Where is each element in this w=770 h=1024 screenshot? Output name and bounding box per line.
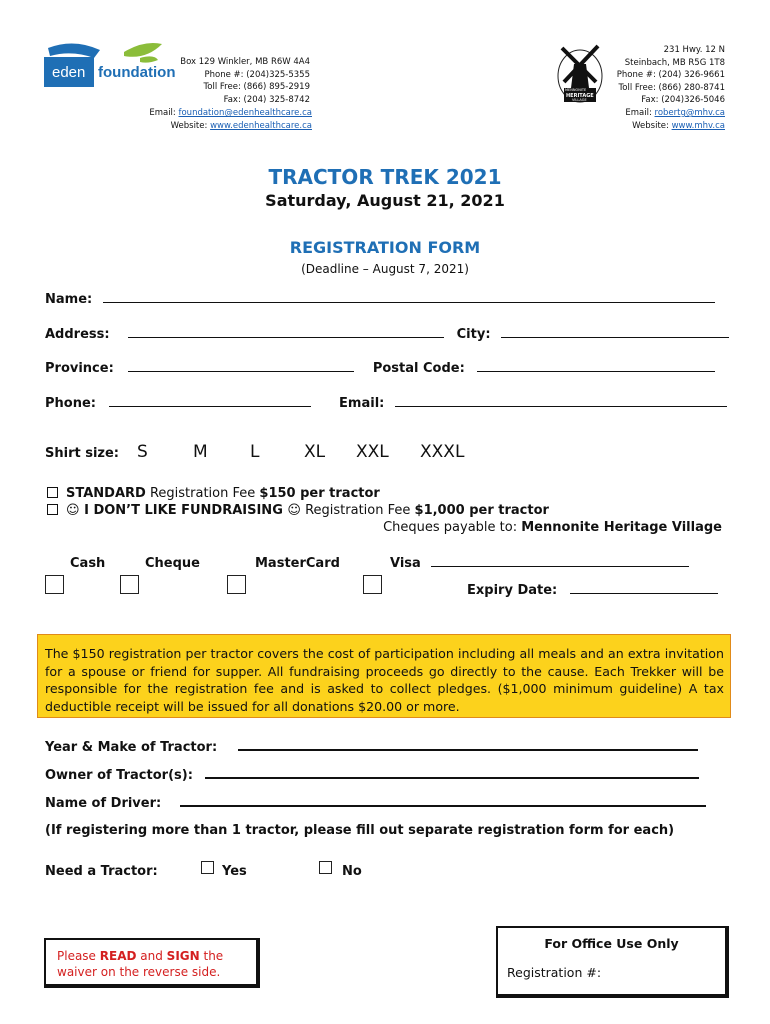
visa-number-line[interactable] <box>431 565 689 567</box>
address-label: Address: <box>45 327 110 342</box>
right-website-label: Website: <box>632 120 669 131</box>
nofundraising-fee-text: Registration Fee <box>305 503 411 518</box>
postal-code-input-line[interactable] <box>477 370 715 372</box>
name-label: Name: <box>45 292 93 307</box>
cheques-payee: Mennonite Heritage Village <box>521 520 722 535</box>
logo-caption-1: MENNONITE <box>565 88 587 92</box>
driver-label: Name of Driver: <box>45 796 162 811</box>
registration-notice-box <box>37 634 731 718</box>
shirt-size-l[interactable]: L <box>250 442 260 462</box>
need-tractor-label: Need a Tractor: <box>45 864 158 879</box>
office-use-box <box>496 926 729 998</box>
registration-number-label: Registration #: <box>507 965 602 980</box>
right-email-label: Email: <box>625 107 652 118</box>
shirt-size-s[interactable]: S <box>137 442 148 462</box>
shirt-size-xxxl[interactable]: XXXL <box>420 442 465 462</box>
need-tractor-no-checkbox[interactable] <box>319 861 332 874</box>
province-label: Province: <box>45 361 114 376</box>
standard-fee-label: STANDARD <box>66 486 146 501</box>
shirt-size-xl[interactable]: XL <box>304 442 326 462</box>
phone-input-line[interactable] <box>109 405 311 407</box>
right-address-block <box>525 44 725 132</box>
email-label: Email: <box>339 396 385 411</box>
left-address-line: Fax: (204) 325-8742 <box>223 94 310 105</box>
driver-input-line[interactable] <box>180 804 706 807</box>
page-title: TRACTOR TREK 2021 <box>268 165 502 189</box>
left-email-link[interactable]: foundation@edenhealthcare.ca <box>178 108 312 118</box>
address-input-line[interactable] <box>128 336 444 338</box>
waiver-text-4: waiver on the reverse side. <box>57 965 221 979</box>
right-address-line: Steinbach, MB R5G 1T8 <box>624 57 725 68</box>
postal-code-label: Postal Code: <box>372 361 465 376</box>
waiver-text-2: and <box>136 949 167 963</box>
standard-fee-checkbox[interactable] <box>47 487 58 498</box>
left-website-link[interactable]: www.edenhealthcare.ca <box>210 120 312 131</box>
cash-label: Cash <box>70 556 106 571</box>
nofundraising-fee-checkbox[interactable] <box>47 504 58 515</box>
shirt-size-m[interactable]: M <box>193 442 208 462</box>
multi-tractor-note: (If registering more than 1 tractor, please fill out separate registration form for each) <box>45 823 675 838</box>
expiry-input-line[interactable] <box>570 592 718 594</box>
owner-label: Owner of Tractor(s): <box>45 768 193 783</box>
visa-checkbox[interactable] <box>363 575 382 594</box>
right-website-link[interactable]: www.mhv.ca <box>671 120 725 131</box>
nofundraising-fee-option[interactable] <box>47 503 549 518</box>
left-address-line: Toll Free: (866) 895-2919 <box>203 82 310 93</box>
left-address-block <box>110 56 310 106</box>
mastercard-checkbox[interactable] <box>227 575 246 594</box>
office-use-title: For Office Use Only <box>544 936 679 951</box>
deadline-text: (Deadline – August 7, 2021) <box>301 262 469 276</box>
province-input-line[interactable] <box>128 370 354 372</box>
name-input-line[interactable] <box>103 301 715 303</box>
mastercard-label: MasterCard <box>255 556 340 571</box>
eden-logo-text: eden <box>52 64 86 81</box>
phone-label: Phone: <box>45 396 96 411</box>
logo-caption-2: HERITAGE <box>566 93 594 99</box>
right-email-link[interactable]: robertg@mhv.ca <box>654 107 725 118</box>
waiver-text-3: the <box>199 949 224 963</box>
owner-input-line[interactable] <box>205 776 699 779</box>
cheques-text: Cheques payable to: <box>383 520 518 535</box>
registration-notice-text: The $150 registration per tractor covers the cost of participation including all meals and an extra invitation for a spouse or friend for supper. All fundraising proceeds go directly to the cause. Each Trekker will be responsible for the registration fee and is asked to collect pledges. ($1,000 minimum guideline) A tax deductible receipt will be issued for all donations $20.00 or more. <box>45 646 724 714</box>
visa-label: Visa <box>390 556 421 571</box>
cash-checkbox[interactable] <box>45 575 64 594</box>
event-date: Saturday, August 21, 2021 <box>265 191 505 210</box>
right-address-line: 231 Hwy. 12 N <box>663 45 725 55</box>
email-input-line[interactable] <box>395 405 727 407</box>
left-address-line: Box 129 Winkler, MB R6W 4A4 <box>180 57 310 67</box>
year-make-input-line[interactable] <box>238 748 698 751</box>
shirt-size-label: Shirt size: <box>45 446 120 461</box>
nofundraising-fee-amount: $1,000 per tractor <box>414 503 549 518</box>
waiver-sign: SIGN <box>166 949 200 963</box>
waiver-text-1: Please <box>57 949 100 963</box>
expiry-label: Expiry Date: <box>467 583 558 598</box>
foundation-logo-text: foundation <box>98 64 176 81</box>
nofundraising-fee-label: ☺ I DON’T LIKE FUNDRAISING ☺ <box>66 503 301 518</box>
year-make-label: Year & Make of Tractor: <box>45 740 218 755</box>
standard-fee-amount: $150 per tractor <box>259 486 380 501</box>
cheques-payable <box>383 520 722 535</box>
cheque-checkbox[interactable] <box>120 575 139 594</box>
cheque-label: Cheque <box>145 556 200 571</box>
city-label: City: <box>456 327 491 342</box>
form-title: REGISTRATION FORM <box>289 238 481 257</box>
city-input-line[interactable] <box>501 336 729 338</box>
logo-caption-3: VILLAGE <box>572 98 587 102</box>
standard-fee-option[interactable] <box>47 486 380 501</box>
left-address-line: Phone #: (204)325-5355 <box>204 69 310 80</box>
left-email-label: Email: <box>149 108 176 118</box>
right-address-line: Toll Free: (866) 280-8741 <box>618 82 725 93</box>
left-website-label: Website: <box>170 120 208 131</box>
waiver-read: READ <box>99 949 137 963</box>
need-tractor-yes-label: Yes <box>222 864 247 879</box>
left-contact-links <box>140 107 312 132</box>
right-address-line: Phone #: (204) 326-9661 <box>616 70 725 81</box>
need-tractor-yes-checkbox[interactable] <box>201 861 214 874</box>
shirt-size-xxl[interactable]: XXL <box>356 442 389 462</box>
right-address-line: Fax: (204)326-5046 <box>641 95 725 106</box>
need-tractor-no-label: No <box>342 864 362 879</box>
standard-fee-text: Registration Fee <box>149 486 256 501</box>
waiver-notice-box <box>44 938 260 988</box>
